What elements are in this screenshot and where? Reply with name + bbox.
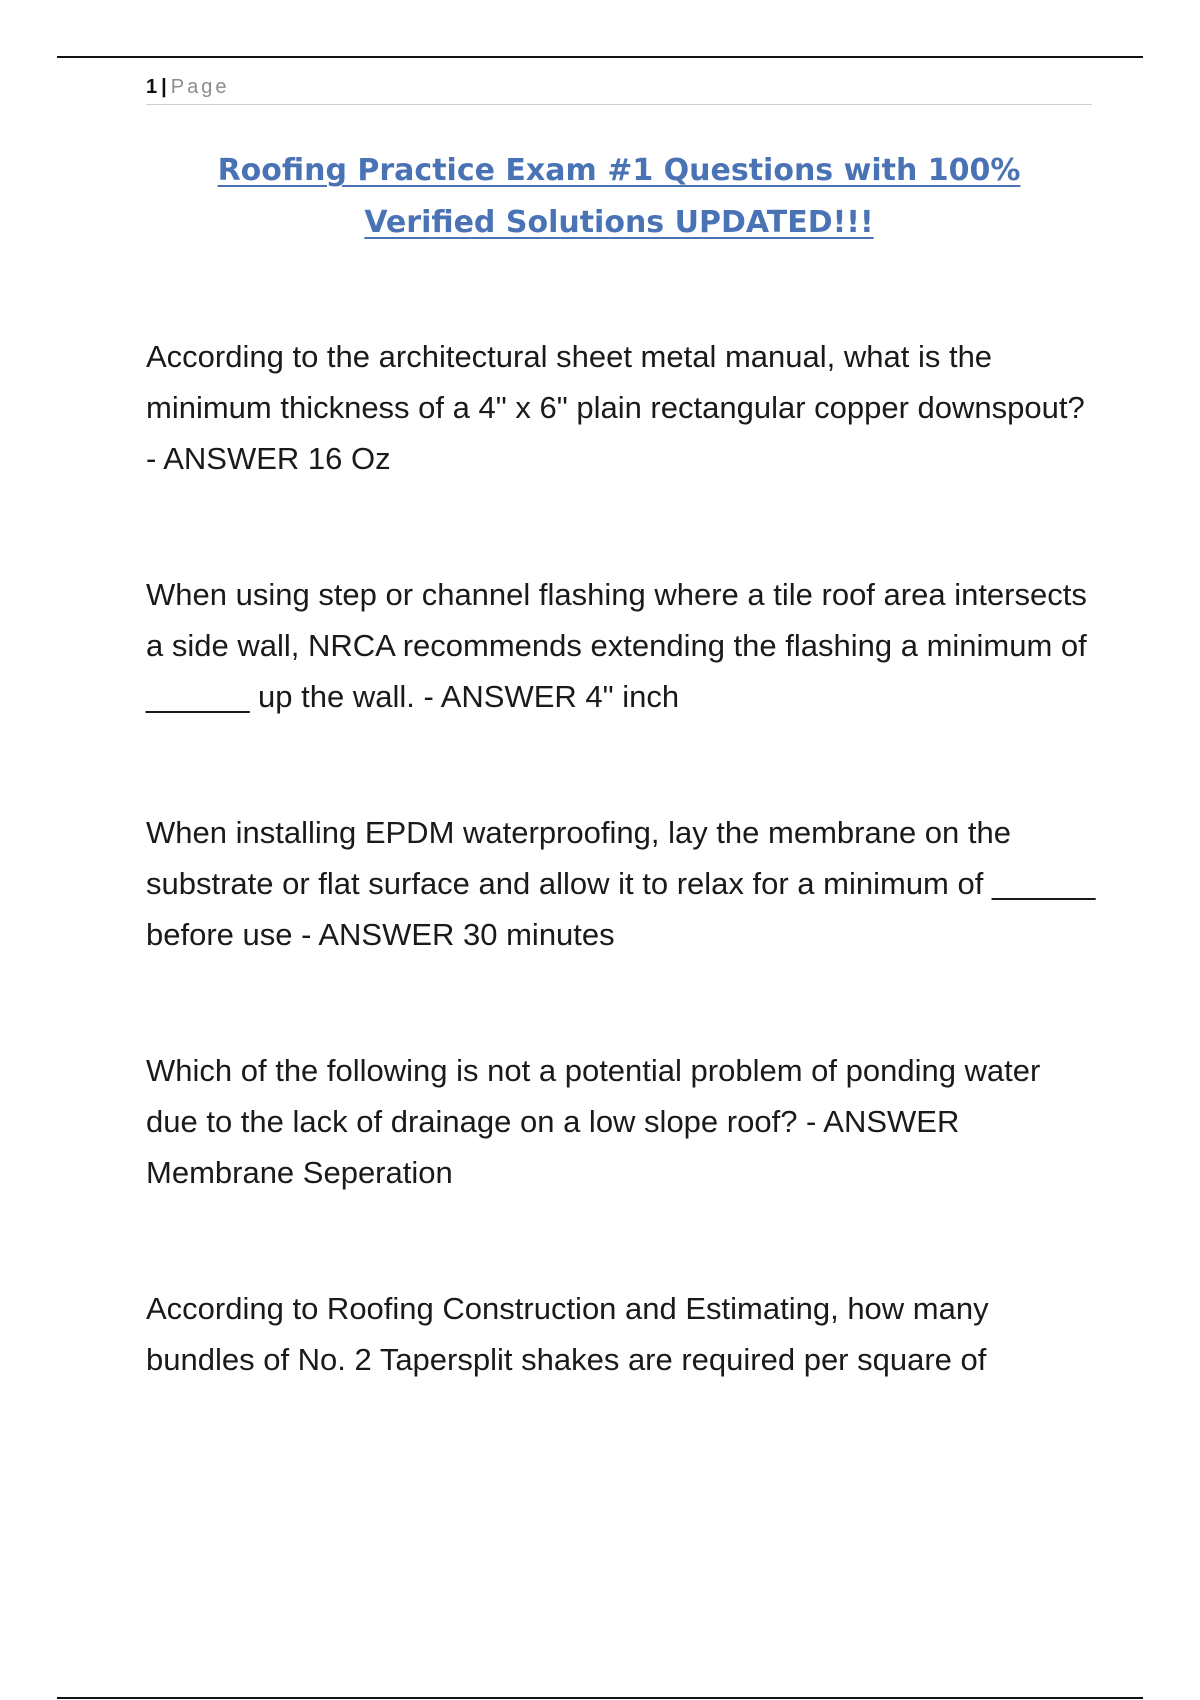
bottom-rule: [57, 1697, 1143, 1699]
question-answer-5: According to Roofing Construction and Estimating, how many bundles of No. 2 Tapersplit shakes are required per square of: [146, 1291, 989, 1377]
document-title-line-2: Verified Solutions UPDATED!!!: [364, 205, 874, 240]
question-answer-1: According to the architectural sheet metal manual, what is the minimum thickness of a 4" x 6" plain rectangular copper downspout? - ANSWER 16 Oz: [146, 339, 1085, 476]
page-separator: |: [161, 76, 167, 98]
document-title-line-1: Roofing Practice Exam #1 Questions with 100%: [217, 153, 1021, 188]
document-title: [146, 145, 1092, 249]
page-number: 1: [146, 76, 158, 98]
question-answer-4: Which of the following is not a potential problem of ponding water due to the lack of drainage on a low slope roof? - ANSWER Membrane Seperation: [146, 1053, 1041, 1190]
page-label: Page: [170, 76, 230, 98]
question-answer-2: When using step or channel flashing where a tile roof area intersects a side wall, NRCA recommends extending the flashing a minimum of ______ up the wall. - ANSWER 4" inch: [146, 577, 1087, 714]
page-header: [146, 74, 1092, 105]
top-rule: [57, 56, 1143, 58]
question-answer-3: When installing EPDM waterproofing, lay the membrane on the substrate or flat surface and allow it to relax for a minimum of ______ before use - ANSWER 30 minutes: [146, 815, 1096, 952]
